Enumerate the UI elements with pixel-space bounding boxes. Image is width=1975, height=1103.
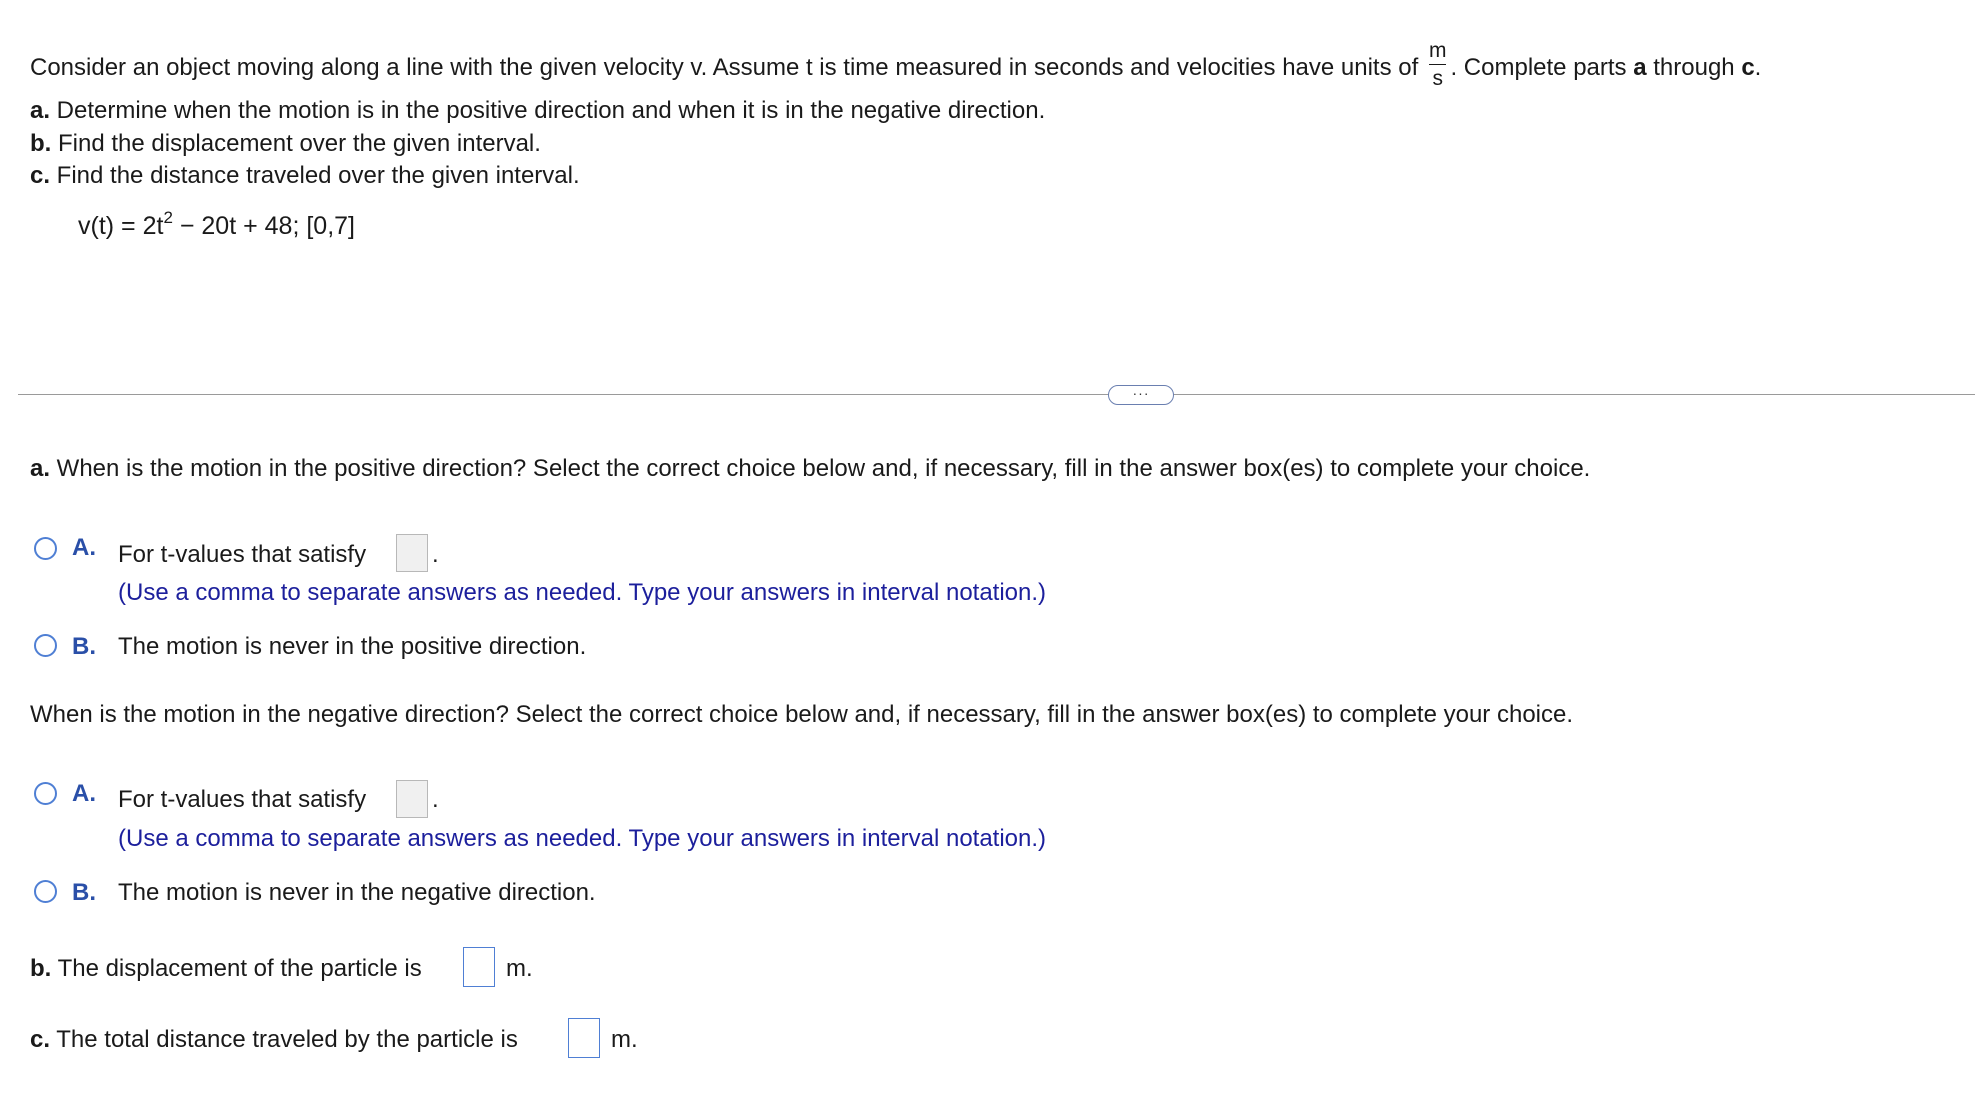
option-b-text: The motion is never in the positive direction. xyxy=(118,633,587,660)
part-b-label: b. xyxy=(30,955,52,982)
option-a-hint: (Use a comma to separate answers as needed. Type your answers in interval notation.) xyxy=(118,579,1047,606)
formula-exponent: 2 xyxy=(163,208,173,227)
velocity-formula xyxy=(78,208,355,241)
option-a-letter: A. xyxy=(72,534,96,561)
distance-question xyxy=(30,1026,518,1054)
task-a xyxy=(30,97,1045,125)
radio-negative-option-a[interactable] xyxy=(34,782,57,805)
question-negative: When is the motion in the negative direction? Select the correct choice below and, if necessary, fill in the answer box(es) to complete your choice. xyxy=(30,701,1574,728)
displacement-question xyxy=(30,955,422,983)
option-a-text: For t-values that satisfy xyxy=(118,786,367,813)
intro-text: Consider an object moving along a line with the given velocity v. Assume t is time measured in seconds and velocities have units of xyxy=(30,53,1419,81)
problem-intro xyxy=(30,39,1762,93)
task-b xyxy=(30,130,541,158)
positive-interval-answer-box[interactable] xyxy=(396,534,428,572)
option-b-text: The motion is never in the negative direction. xyxy=(118,879,596,906)
task-a-label: a. xyxy=(30,97,51,124)
radio-negative-option-b[interactable] xyxy=(34,880,57,903)
part-c-text: The total distance traveled by the particle is xyxy=(50,1026,518,1053)
displacement-unit: m. xyxy=(506,955,533,982)
option-a-text: For t-values that satisfy xyxy=(118,541,367,568)
task-a-text: Determine when the motion is in the positive direction and when it is in the negative direction. xyxy=(50,97,1046,124)
option-b-letter: B. xyxy=(72,633,96,660)
option-b-letter: B. xyxy=(72,879,96,906)
task-b-label: b. xyxy=(30,130,52,157)
radio-positive-option-b[interactable] xyxy=(34,634,57,657)
question-positive-label: a. xyxy=(30,455,51,482)
task-c xyxy=(30,162,580,190)
unit-numerator: m xyxy=(1429,40,1447,65)
option-a-period: . xyxy=(432,786,439,813)
negative-interval-answer-box[interactable] xyxy=(396,780,428,818)
intro-period: . xyxy=(1754,53,1762,81)
distance-unit: m. xyxy=(611,1026,638,1053)
question-positive xyxy=(30,455,1590,483)
option-a-hint: (Use a comma to separate answers as needed. Type your answers in interval notation.) xyxy=(118,825,1047,852)
option-a-period: . xyxy=(432,541,439,568)
displacement-answer-box[interactable] xyxy=(463,947,495,987)
intro-part-a: a xyxy=(1633,53,1647,81)
section-divider xyxy=(18,394,1975,395)
task-c-label: c. xyxy=(30,162,51,189)
formula-lhs: v(t) = 2t xyxy=(78,212,164,240)
formula-rhs: − 20t + 48; [0,7] xyxy=(172,212,355,240)
task-c-text: Find the distance traveled over the given interval. xyxy=(50,162,580,189)
unit-fraction xyxy=(1429,40,1447,89)
part-b-text: The displacement of the particle is xyxy=(51,955,422,982)
distance-answer-box[interactable] xyxy=(568,1018,600,1058)
question-positive-text: When is the motion in the positive direction? Select the correct choice below and, if necessary, fill in the answer box(es) to complete your choice. xyxy=(50,455,1591,482)
unit-denominator: s xyxy=(1432,67,1443,90)
task-b-text: Find the displacement over the given interval. xyxy=(51,130,541,157)
intro-through: through xyxy=(1646,53,1742,81)
more-options-button[interactable]: ··· xyxy=(1108,385,1174,405)
radio-positive-option-a[interactable] xyxy=(34,537,57,560)
part-c-label: c. xyxy=(30,1026,51,1053)
option-a-letter: A. xyxy=(72,780,96,807)
intro-part-c: c xyxy=(1741,53,1755,81)
intro-text-after: . Complete parts xyxy=(1450,53,1634,81)
